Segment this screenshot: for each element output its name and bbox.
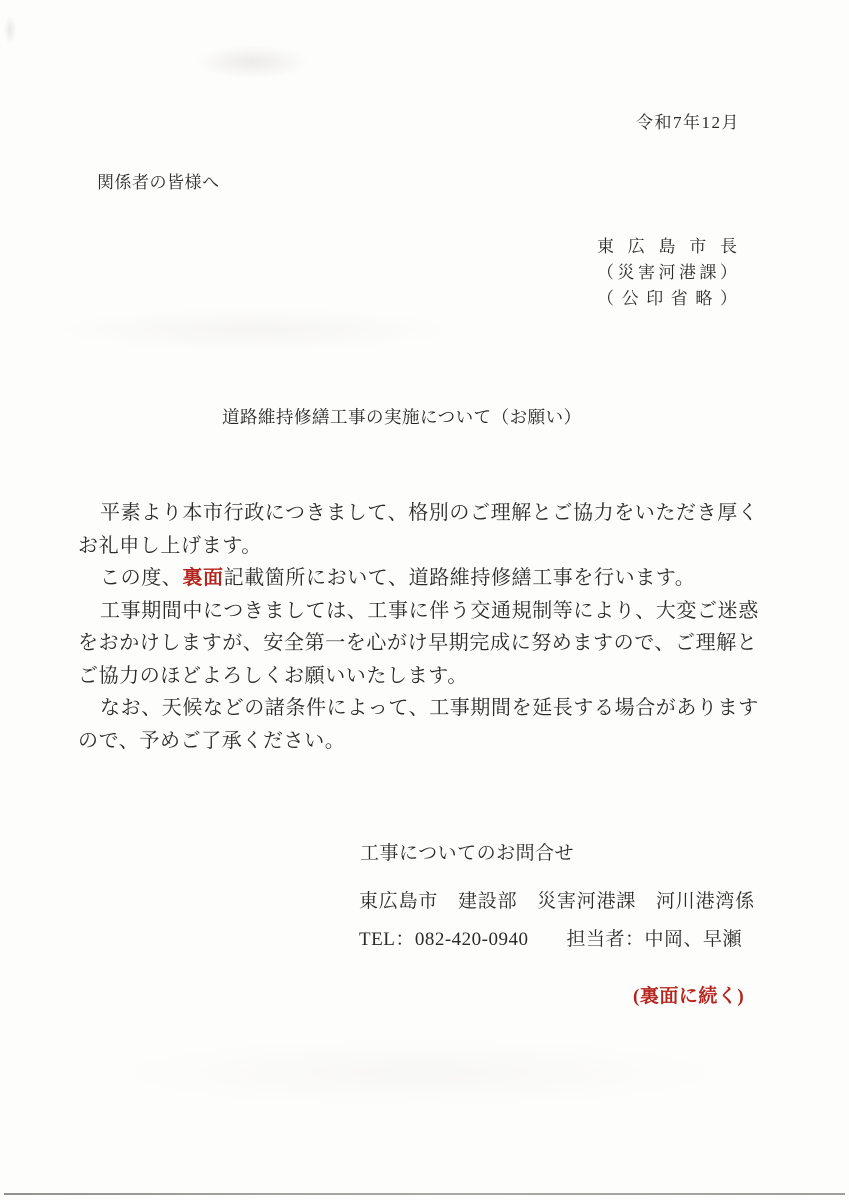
scan-artifact-bottom (110, 1038, 730, 1108)
red-highlight-word: 裏面 (182, 567, 224, 589)
body-line-segment: 記載箇所において、道路維持修繕工事を行います。 (223, 567, 696, 589)
sender-name: 東広島市長 (597, 237, 737, 256)
contact-heading: 工事についてのお問合せ (360, 843, 575, 864)
contact-tel: TEL：082-420-0940 (359, 929, 529, 950)
body-line-segment: この度、 (100, 567, 183, 589)
body-line: 平素より本市行政につきまして、格別のご理解とご協力をいただき厚く (100, 502, 759, 524)
body-line (78, 562, 788, 595)
body-line: 工事期間中につきましては、工事に伴う交通規制等により、大変ご迷惑 (100, 599, 759, 622)
body-line: をおかけしますが、安全第一を心がけ早期完成に努めますので、ご理解と (78, 632, 758, 654)
document-date: 令和7年12月 (636, 113, 740, 132)
contact-department: 東広島市 建設部 災害河港課 河川港湾係 (359, 891, 756, 912)
contact-tel-row (359, 927, 742, 953)
scan-artifact-corner (4, 16, 16, 44)
sender-block (597, 234, 737, 312)
body-line: お礼申し上げます。 (78, 534, 262, 557)
body-line: なお、天候などの諸条件によって、工事期間を延長する場合があります (100, 697, 759, 719)
scan-edge-line (4, 1193, 845, 1195)
recipient-line: 関係者の皆様へ (97, 173, 220, 192)
body-text (78, 497, 788, 757)
contact-person: 担当者：中岡、早瀬 (566, 929, 742, 950)
continued-note: (裏面に続く) (633, 986, 745, 1007)
body-line: ので、予めご了承ください。 (78, 729, 346, 752)
scan-artifact-top (195, 45, 310, 79)
document-title: 道路維持修繕工事の実施について（お願い） (222, 407, 582, 427)
body-line: ご協力のほどよろしくお願いいたします。 (78, 664, 468, 687)
scan-artifact-middle (55, 308, 455, 352)
sender-seal-note: （公印省略） (597, 289, 737, 308)
sender-division: （災害河港課） (597, 263, 737, 282)
